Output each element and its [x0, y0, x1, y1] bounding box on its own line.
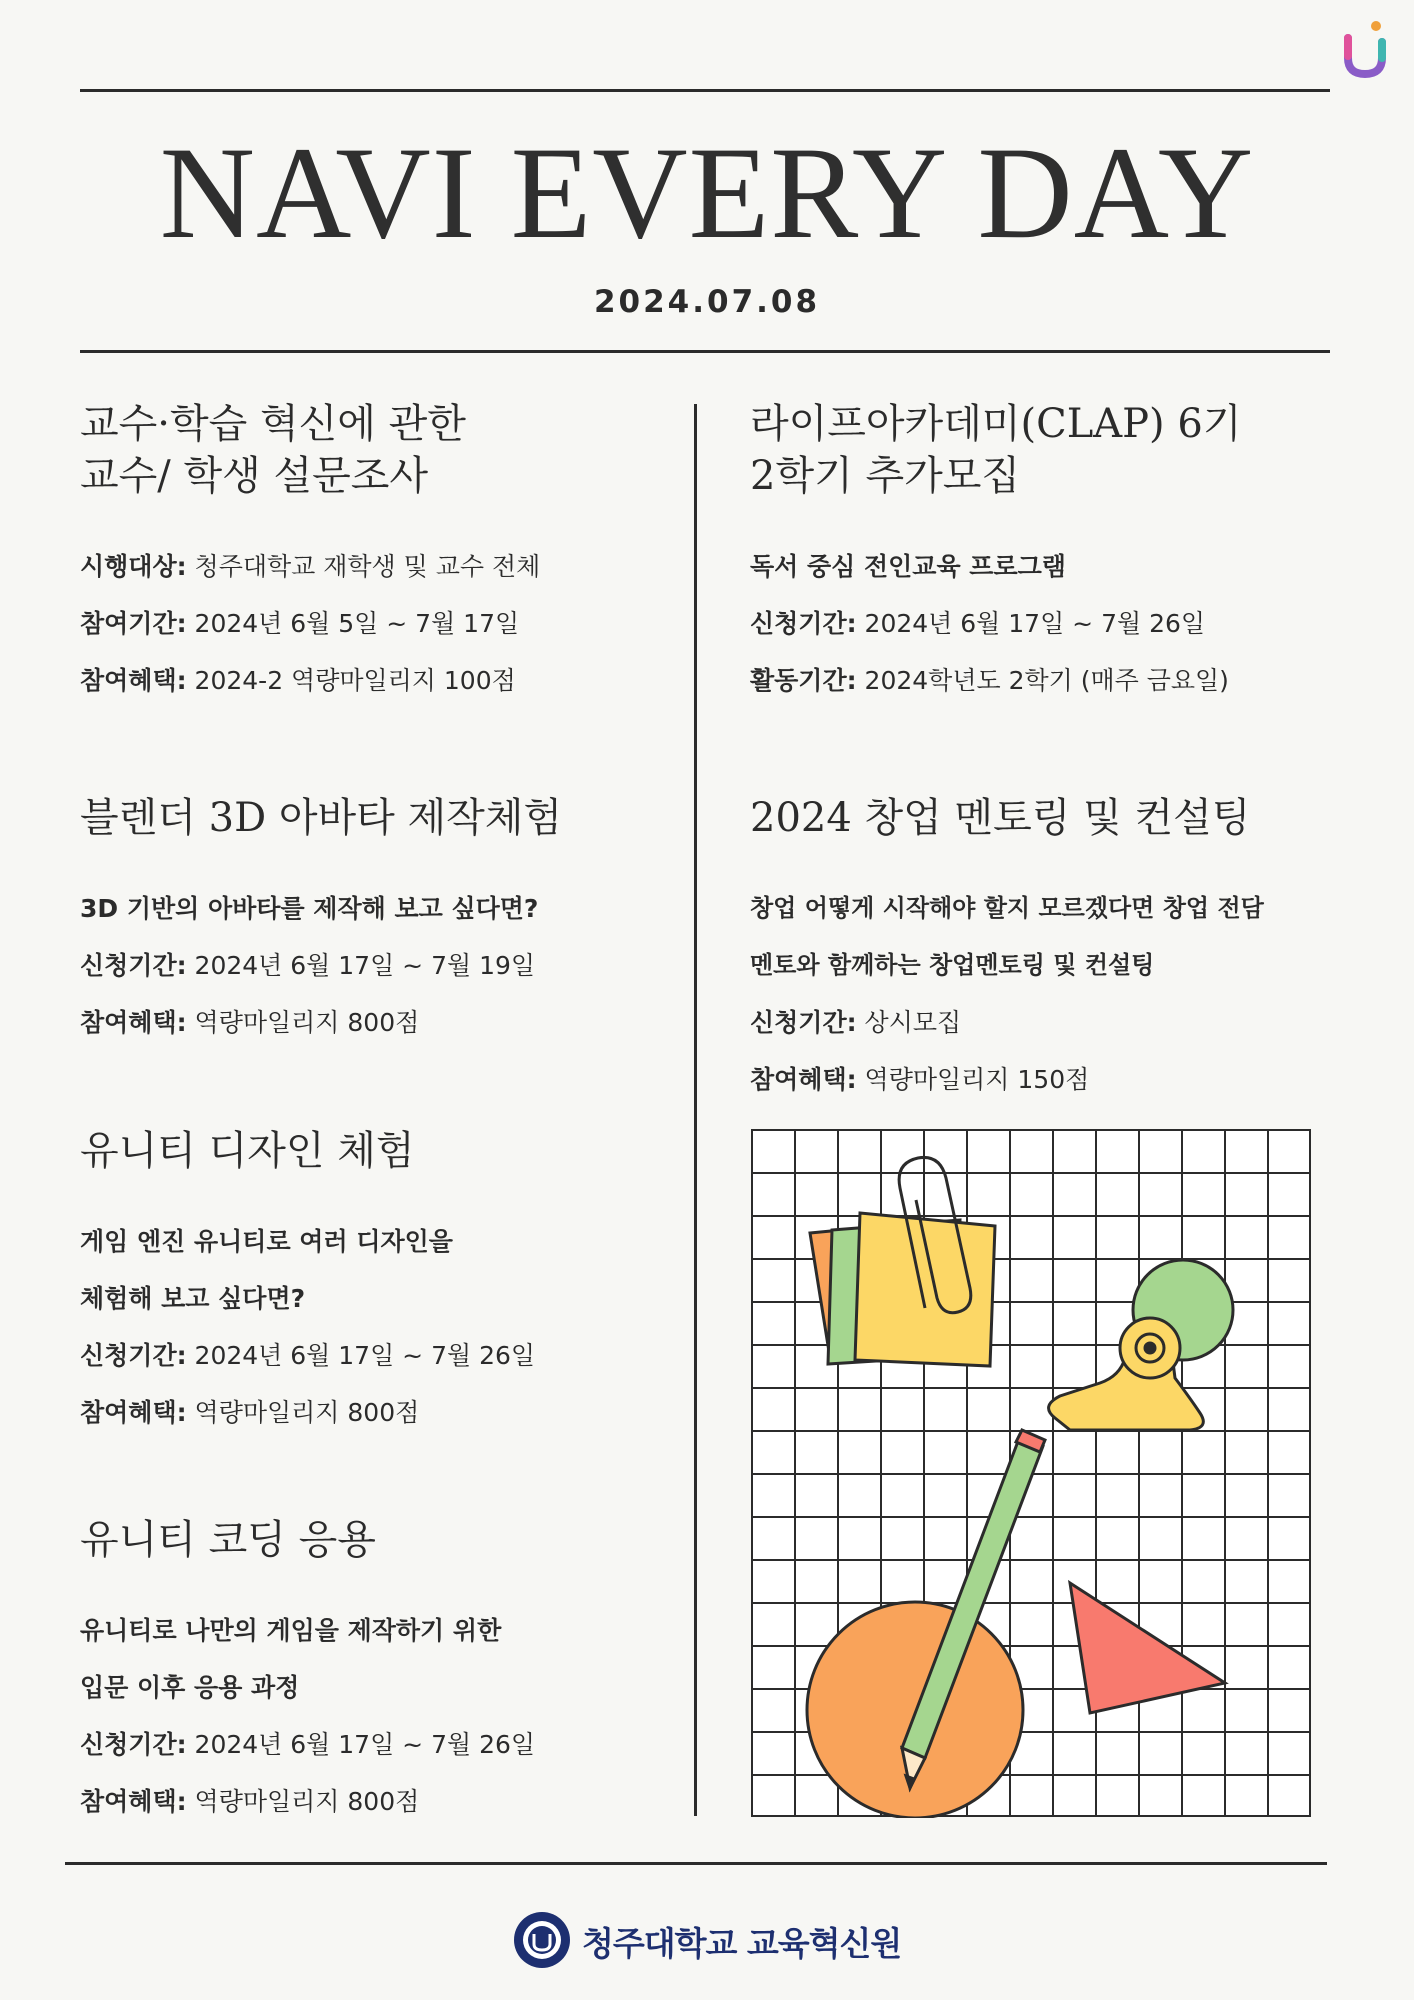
section-title: 유니티 코딩 응용 — [80, 1517, 376, 1563]
info-line: 참여혜택: 역량마일리지 800점 — [80, 1398, 420, 1427]
page-title: NAVI EVERY DAY — [159, 119, 1255, 266]
program-survey — [80, 398, 680, 709]
info-line: 신청기간: 2024년 6월 17일 ~ 7월 26일 — [750, 609, 1206, 638]
column-divider — [694, 404, 697, 1816]
header-rule — [80, 350, 1330, 353]
info-line: 참여혜택: 2024-2 역량마일리지 100점 — [80, 666, 516, 695]
info-line: 신청기간: 2024년 6월 17일 ~ 7월 26일 — [80, 1730, 536, 1759]
sticky-notes-icon — [810, 1213, 995, 1366]
info-line: 신청기간: 2024년 6월 17일 ~ 7월 26일 — [80, 1341, 536, 1370]
info-line: 독서 중심 전인교육 프로그램 — [750, 552, 1066, 581]
program-unity-design — [80, 1125, 680, 1441]
section-title: 라이프아카데미(CLAP) 6기 2학기 추가모집 — [750, 401, 1242, 499]
info-line: 참여혜택: 역량마일리지 800점 — [80, 1008, 420, 1037]
info-line: 멘토와 함께하는 창업멘토링 및 컨설팅 — [750, 951, 1155, 979]
info-line: 참여혜택: 역량마일리지 800점 — [80, 1787, 420, 1816]
info-line: 유니티로 나만의 게임을 제작하기 위한 — [80, 1616, 502, 1645]
info-line: 창업 어떻게 시작해야 할지 모르겠다면 창업 전담 — [750, 894, 1264, 922]
info-line: 신청기간: 2024년 6월 17일 ~ 7월 19일 — [80, 951, 536, 980]
info-line: 시행대상: 청주대학교 재학생 및 교수 전체 — [80, 552, 541, 581]
section-title: 블렌더 3D 아바타 제작체험 — [80, 795, 563, 841]
footer-rule — [65, 1862, 1327, 1865]
info-line: 참여기간: 2024년 6월 5일 ~ 7월 17일 — [80, 609, 520, 638]
info-line: 참여혜택: 역량마일리지 150점 — [750, 1065, 1090, 1094]
section-title: 교수·학습 혁신에 관한 교수/ 학생 설문조사 — [80, 401, 466, 499]
info-line: 신청기간: 상시모집 — [750, 1008, 962, 1037]
program-startup — [750, 792, 1350, 1108]
info-line: 입문 이후 응용 과정 — [80, 1673, 300, 1702]
footer-logo — [512, 1910, 912, 1980]
university-seal-icon — [512, 1910, 572, 1970]
issue-date: 2024.07.08 — [593, 284, 821, 320]
stationery-illustration — [750, 1128, 1312, 1818]
program-unity-coding — [80, 1514, 680, 1830]
info-line: 활동기간: 2024학년도 2학기 (매주 금요일) — [750, 666, 1229, 695]
program-blender — [80, 792, 680, 1051]
program-clap — [750, 398, 1350, 709]
organization-name: 청주대학교 교육혁신원 — [582, 1924, 902, 1963]
info-line: 게임 엔진 유니티로 여러 디자인을 — [80, 1227, 453, 1256]
section-title: 2024 창업 멘토링 및 컨설팅 — [750, 795, 1251, 841]
info-line: 3D 기반의 아바타를 제작해 보고 싶다면? — [80, 894, 539, 923]
info-line: 체험해 보고 싶다면? — [80, 1284, 306, 1313]
brand-logo-icon — [1340, 18, 1390, 82]
section-title: 유니티 디자인 체험 — [80, 1128, 415, 1174]
top-rule — [80, 89, 1330, 92]
